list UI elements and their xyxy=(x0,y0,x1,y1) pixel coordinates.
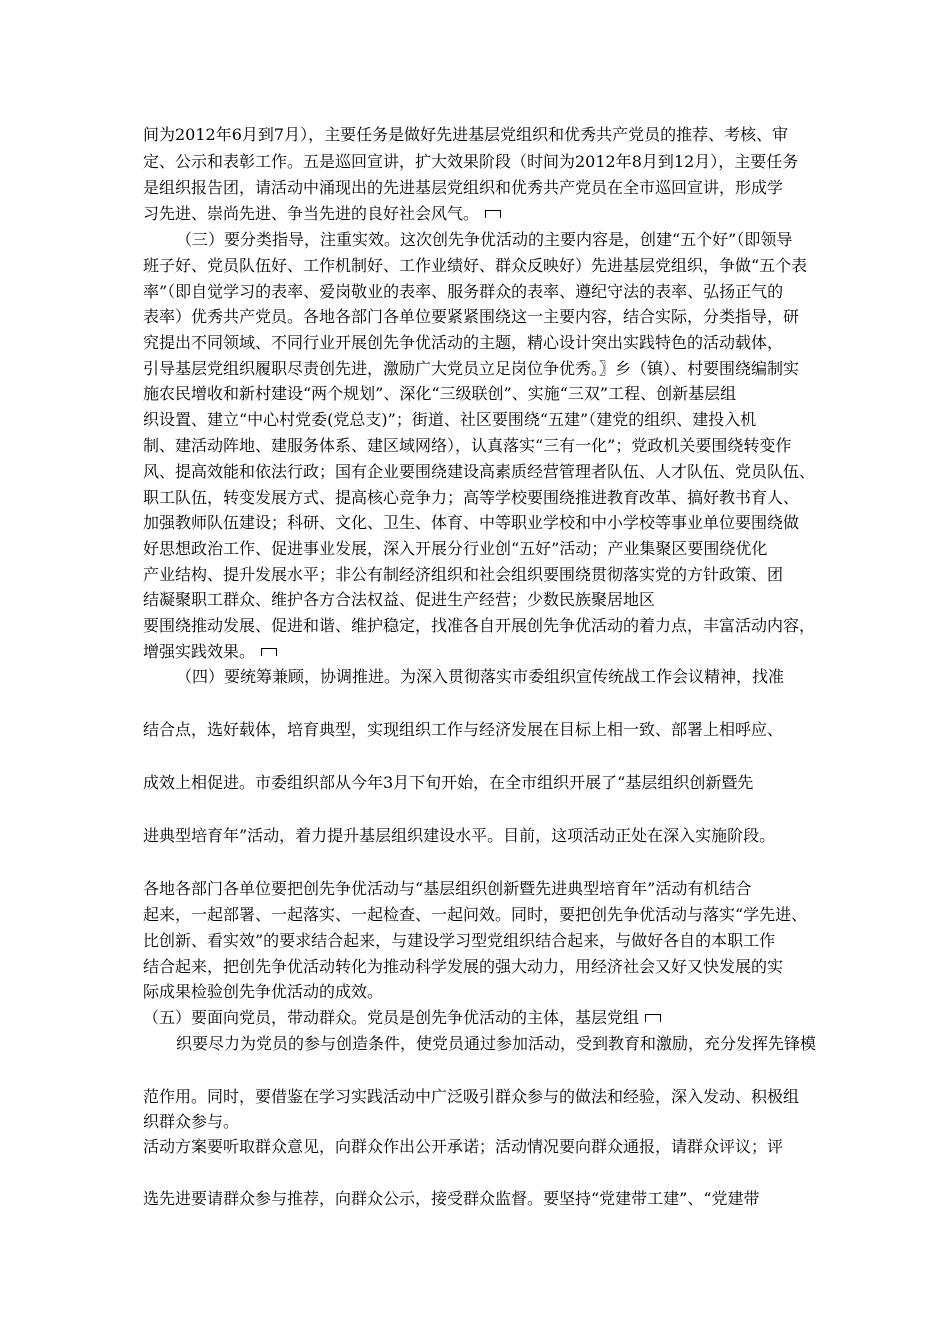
text-span: （五）要面向党员，带动群众。党员是创先争优活动的主体，基层党组 xyxy=(143,1008,640,1027)
text-line: 好思想政治工作、促进事业发展，深入开展分行业创“五好”活动；产业集聚区要围绕优化 xyxy=(143,539,768,558)
text-line: 间为2012年6月到7月），主要任务是做好先进基层党组织和优秀共产党员的推荐、考核、审 xyxy=(143,125,789,144)
text-line: 引导基层党组织履职尽责创先进，激励广大党员立足岗位争优秀。〗乡（镇）、村要围绕编制实 xyxy=(143,359,800,378)
text-line: 进典型培育年”活动，着力提升基层组织建设水平。目前，这项活动正处在深入实施阶段。 xyxy=(143,826,776,845)
text-line: 结合点，选好载体，培育典型，实现组织工作与经济发展在目标上相一致、部署上相呼应、 xyxy=(143,720,784,739)
text-line: 比创新、看实效”的要求结合起来，与建设学习型党组织结合起来，与做好各自的本职工作 xyxy=(143,931,776,950)
paragraph-mark-icon xyxy=(485,210,501,218)
text-line: 制、建活动阵地、建服务体系、建区域网络），认真落实“三有一化”；党政机关要围绕转变作 xyxy=(143,436,792,455)
text-line: 产业结构、提升发展水平；非公有制经济组织和社会组织要围绕贯彻落实党的方针政策、团 xyxy=(143,565,784,584)
text-line: （三）要分类指导，注重实效。这次创先争优活动的主要内容是，创建“五个好”（即领导 xyxy=(176,230,793,249)
text-line: 际成果检验创先争优活动的成效。 xyxy=(143,982,384,1001)
text-line: 织设置、建立“中心村党委(党总支)”；街道、社区要围绕“五建”（建党的组织、建投入机 xyxy=(143,410,757,429)
text-line: 结合起来，把创先争优活动转化为推动科学发展的强大动力，用经济社会又好又快发展的实 xyxy=(143,957,784,976)
text-line-with-mark xyxy=(143,203,823,225)
text-line: 是组织报告团，请活动中涌现出的先进基层党组织和优秀共产党员在全市巡回宣讲，形成学 xyxy=(143,178,784,197)
text-line: 活动方案要听取群众意见，向群众作出公开承诺；活动情况要向群众通报，请群众评议；评 xyxy=(143,1137,784,1156)
text-span: 增强实践效果。 xyxy=(143,642,256,661)
text-line: 定、公示和表彰工作。五是巡回宣讲，扩大效果阶段（时间为2012年8月到12月），主要任务 xyxy=(143,152,799,171)
text-line: 结凝聚职工群众、维护各方合法权益、促进生产经营；少数民族聚居地区 xyxy=(143,590,656,609)
text-line: 织要尽力为党员的参与创造条件，使党员通过参加活动，受到教育和激励，充分发挥先锋模 xyxy=(176,1034,817,1053)
text-line: 织群众参与。 xyxy=(143,1112,240,1131)
text-line: 选先进要请群众参与推荐，向群众公示，接受群众监督。要坚持“党建带工建”、“党建带 xyxy=(143,1189,760,1208)
text-line: 起来，一起部署、一起落实、一起检查、一起问效。同时，要把创先争优活动与落实“学先进、 xyxy=(143,905,808,924)
text-line-with-mark xyxy=(143,1007,823,1029)
text-line: 成效上相促进。市委组织部从今年3月下旬开始，在全市组织开展了“基层组织创新暨先 xyxy=(143,773,754,792)
text-line: 风、提高效能和依法行政；国有企业要围绕建设高素质经营管理者队伍、人才队伍、党员队伍、 xyxy=(143,462,816,481)
text-line: 表率）优秀共产党员。各地各部门各单位要紧紧围绕这一主要内容，结合实际，分类指导，研 xyxy=(143,307,800,326)
text-span: 习先进、崇尚先进、争当先进的良好社会风气。 xyxy=(143,204,480,223)
text-line-with-mark xyxy=(143,641,823,663)
paragraph-mark-icon xyxy=(261,648,277,656)
text-line: 职工队伍，转变发展方式、提高核心竞争力；高等学校要围绕推进教育改革、搞好教书育人、 xyxy=(143,488,800,507)
text-line: 加强教师队伍建设；科研、文化、卫生、体育、中等职业学校和中小学校等事业单位要围绕做 xyxy=(143,513,800,532)
text-line: 班子好、党员队伍好、工作机制好、工作业绩好、群众反映好）先进基层党组织，争做“五个表 xyxy=(143,256,808,275)
text-line: 要围绕推动发展、促进和谐、维护稳定，找准各自开展创先争优活动的着力点，丰富活动内容， xyxy=(143,616,816,635)
text-line: 究提出不同领域、不同行业开展创先争优活动的主题，精心设计突出实践特色的活动载体， xyxy=(143,333,784,352)
text-line: （四）要统筹兼顾，协调推进。为深入贯彻落实市委组织宣传统战工作会议精神，找准 xyxy=(176,667,785,686)
text-line: 施农民增收和新村建设“两个规划”、深化“三级联创”、实施“三双”工程、创新基层组 xyxy=(143,384,737,403)
paragraph-mark-icon xyxy=(645,1014,661,1022)
text-line: 范作用。同时，要借鉴在学习实践活动中广泛吸引群众参与的做法和经验，深入发动、积极组 xyxy=(143,1087,800,1106)
text-line: 率”（即自觉学习的表率、爱岗敬业的表率、服务群众的表率、遵纪守法的表率、弘扬正气的 xyxy=(143,282,784,301)
text-line: 各地各部门各单位要把创先争优活动与“基层组织创新暨先进典型培育年”活动有机结合 xyxy=(143,879,752,898)
